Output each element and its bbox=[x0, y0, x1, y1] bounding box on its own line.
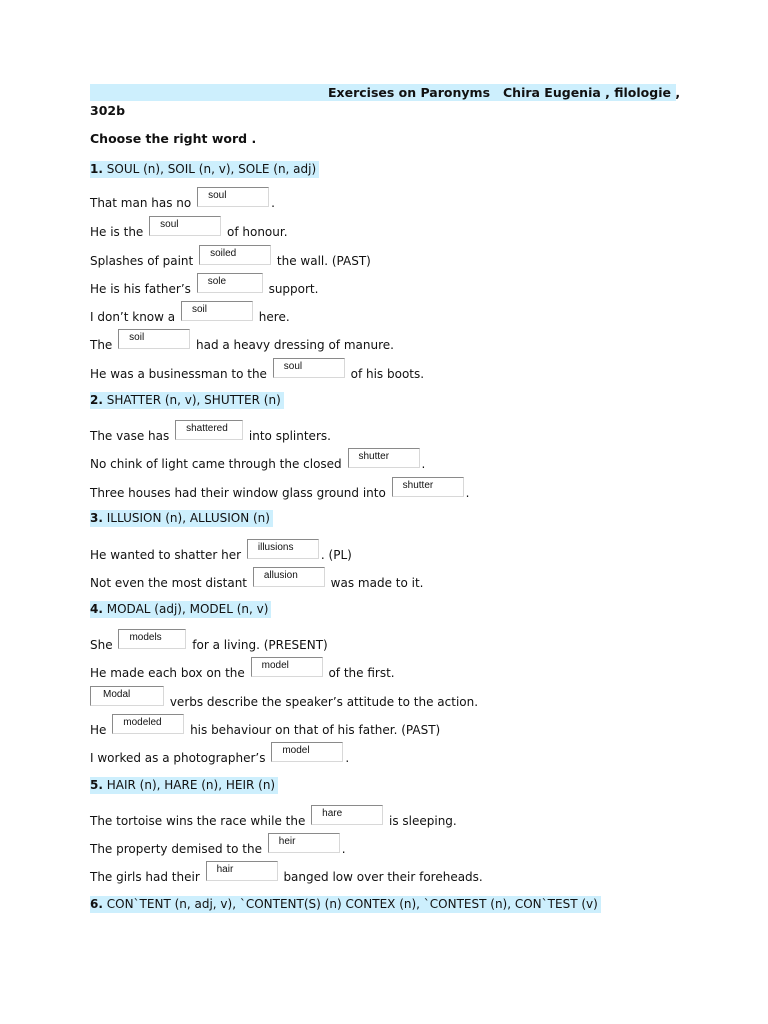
answer-field[interactable]: hare bbox=[311, 805, 383, 825]
exercise-line: He was a businessman to the soul of his boots. bbox=[90, 358, 424, 382]
exercise-line: The tortoise wins the race while the hare is sleeping. bbox=[90, 805, 457, 829]
answer-field[interactable]: heir bbox=[268, 833, 340, 853]
answer-field[interactable]: modeled bbox=[112, 714, 184, 734]
answer-field[interactable]: shutter bbox=[348, 448, 420, 468]
exercise-line: He wanted to shatter her illusions . (PL) bbox=[90, 539, 352, 563]
answer-field[interactable]: models bbox=[118, 629, 186, 649]
exercise-line: No chink of light came through the closed shutter . bbox=[90, 448, 425, 472]
section-heading: 5. HAIR (n), HARE (n), HEIR (n) bbox=[90, 777, 278, 794]
section-heading: 1. SOUL (n), SOIL (n, v), SOLE (n, adj) bbox=[90, 161, 319, 178]
answer-field[interactable]: allusion bbox=[253, 567, 325, 587]
exercise-line: He modeled his behaviour on that of his father. (PAST) bbox=[90, 714, 440, 738]
section-heading: 6. CON`TENT (n, adj, v), `CONTENT(S) (n) CONTEX (n), `CONTEST (n), CON`TEST (v) bbox=[90, 896, 601, 913]
exercise-line: Splashes of paint soiled the wall. (PAST) bbox=[90, 245, 371, 269]
exercise-line: Modal verbs describe the speaker’s attitude to the action. bbox=[88, 686, 478, 710]
answer-field[interactable]: model bbox=[271, 742, 343, 762]
answer-field[interactable]: illusions bbox=[247, 539, 319, 559]
section-heading: 4. MODAL (adj), MODEL (n, v) bbox=[90, 601, 271, 618]
answer-field[interactable]: shutter bbox=[392, 477, 464, 497]
answer-field[interactable]: soul bbox=[197, 187, 269, 207]
exercise-line: The property demised to the heir . bbox=[90, 833, 346, 857]
section-heading: 3. ILLUSION (n), ALLUSION (n) bbox=[90, 510, 273, 527]
exercise-line: She models for a living. (PRESENT) bbox=[90, 629, 328, 653]
exercise-line: That man has no soul . bbox=[90, 187, 275, 211]
answer-field[interactable]: Modal bbox=[90, 686, 164, 706]
exercise-line: The girls had their hair banged low over their foreheads. bbox=[90, 861, 483, 885]
instruction: Choose the right word . bbox=[90, 131, 257, 146]
doc-author: Chira Eugenia , filologie , bbox=[503, 85, 681, 100]
exercise-line: I worked as a photographer’s model . bbox=[90, 742, 349, 766]
exercise-line: Not even the most distant allusion was made to it. bbox=[90, 567, 423, 591]
exercise-line: The vase has shattered into splinters. bbox=[90, 420, 331, 444]
answer-field[interactable]: shattered bbox=[175, 420, 243, 440]
exercise-line: Three houses had their window glass ground into shutter . bbox=[90, 477, 469, 501]
answer-field[interactable]: soiled bbox=[199, 245, 271, 265]
answer-field[interactable]: soul bbox=[273, 358, 345, 378]
header-bar bbox=[90, 84, 681, 101]
answer-field[interactable]: hair bbox=[206, 861, 278, 881]
doc-group: 302b bbox=[90, 103, 126, 118]
section-heading: 2. SHATTER (n, v), SHUTTER (n) bbox=[90, 392, 284, 409]
exercise-line: I don’t know a soil here. bbox=[90, 301, 290, 325]
exercise-line: He is the soul of honour. bbox=[90, 216, 288, 240]
exercise-line: The soil had a heavy dressing of manure. bbox=[90, 329, 394, 353]
answer-field[interactable]: soul bbox=[149, 216, 221, 236]
doc-title: Exercises on Paronyms bbox=[328, 85, 491, 100]
answer-field[interactable]: model bbox=[251, 657, 323, 677]
exercise-line: He made each box on the model of the first. bbox=[90, 657, 395, 681]
answer-field[interactable]: sole bbox=[197, 273, 263, 293]
exercise-line: He is his father’s sole support. bbox=[90, 273, 318, 297]
answer-field[interactable]: soil bbox=[118, 329, 190, 349]
answer-field[interactable]: soil bbox=[181, 301, 253, 321]
